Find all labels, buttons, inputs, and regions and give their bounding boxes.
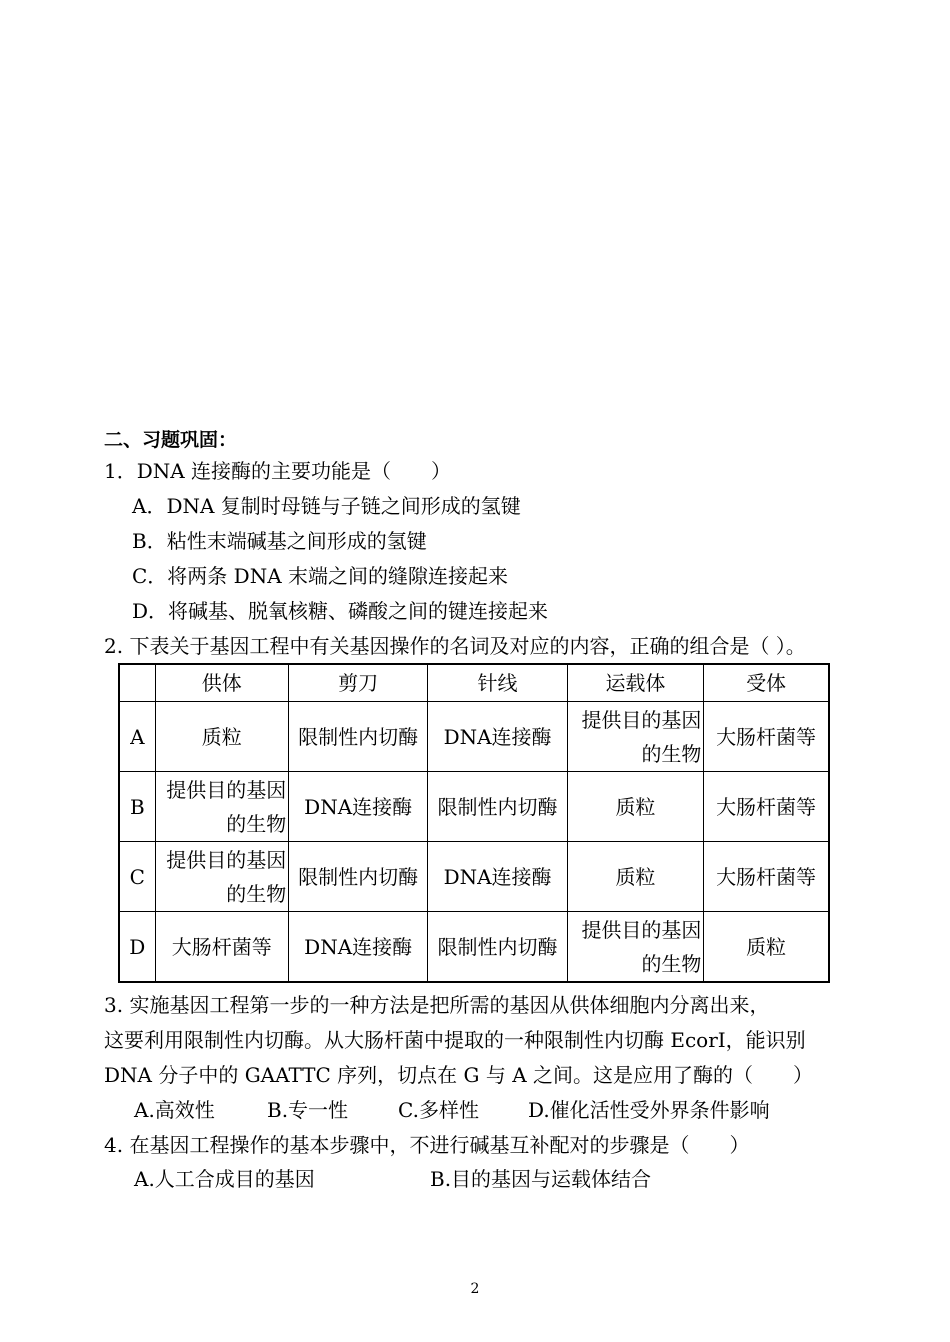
table-cell [567, 702, 703, 772]
table-cell: DNA连接酶 [428, 842, 567, 912]
table-cell [155, 842, 288, 912]
table-cell-text: 提供目的基因的生物 [166, 847, 287, 906]
table-cell: 大肠杆菌等 [704, 772, 829, 842]
table-cell: 大肠杆菌等 [704, 842, 829, 912]
page-number: 2 [470, 1281, 480, 1297]
q4-option-b: B.目的基因与运载体结合 [430, 1167, 652, 1191]
table-cell: 质粒 [704, 912, 829, 983]
table-cell: D [119, 912, 155, 983]
q3-line-3: DNA 分子中的 GAATTC 序列，切点在 G 与 A 之间。这是应用了酶的（ ） [104, 1063, 814, 1087]
table-cell: DNA连接酶 [288, 912, 427, 983]
table-cell: 限制性内切酶 [428, 772, 567, 842]
table-header-cell: 受体 [704, 664, 829, 702]
q3-line-1: 3. 实施基因工程第一步的一种方法是把所需的基因从供体细胞内分离出来， [104, 993, 770, 1017]
table-cell [567, 912, 703, 983]
q1-option-a: A．DNA 复制时母链与子链之间形成的氢键 [132, 494, 521, 518]
table-cell-text: 提供目的基因的生物 [581, 917, 702, 976]
table-header-cell: 针线 [428, 664, 567, 702]
q1-option-d: D．将碱基、脱氧核糖、磷酸之间的键连接起来 [132, 599, 549, 623]
q3-option-d: D.催化活性受外界条件影响 [528, 1098, 770, 1122]
table-cell: B [119, 772, 155, 842]
table-cell: 质粒 [567, 772, 703, 842]
table-cell-text: 提供目的基因的生物 [581, 707, 702, 766]
table-cell-text: 提供目的基因的生物 [166, 777, 287, 836]
table-header-cell: 供体 [155, 664, 288, 702]
q1-option-b: B．粘性末端碱基之间形成的氢键 [132, 529, 427, 553]
table-header-row [119, 664, 829, 702]
table-row [119, 702, 829, 772]
table-header-cell: 剪刀 [288, 664, 427, 702]
table-row [119, 912, 829, 983]
table-cell: 限制性内切酶 [428, 912, 567, 983]
q1-stem: 1．DNA 连接酶的主要功能是（ ） [104, 459, 452, 483]
q4-stem: 4. 在基因工程操作的基本步骤中，不进行碱基互补配对的步骤是（ ） [104, 1133, 750, 1157]
table-cell: 限制性内切酶 [288, 842, 427, 912]
q3-option-c: C.多样性 [398, 1098, 479, 1122]
table-cell: 大肠杆菌等 [155, 912, 288, 983]
q4-option-a: A.人工合成目的基因 [134, 1167, 315, 1191]
q3-line-2: 这要利用限制性内切酶。从大肠杆菌中提取的一种限制性内切酶 EcorI，能识别 [104, 1028, 806, 1052]
section-title: 二、习题巩固： [104, 429, 238, 451]
q3-option-a: A.高效性 [134, 1098, 215, 1122]
table-header-cell [119, 664, 155, 702]
q2-stem: 2. 下表关于基因工程中有关基因操作的名词及对应的内容，正确的组合是（ ）。 [104, 634, 806, 658]
table-cell [155, 772, 288, 842]
table-row [119, 772, 829, 842]
table-cell: 质粒 [567, 842, 703, 912]
table-cell: C [119, 842, 155, 912]
table-header-cell: 运载体 [567, 664, 703, 702]
q1-option-c: C．将两条 DNA 末端之间的缝隙连接起来 [132, 564, 508, 588]
table-cell: 大肠杆菌等 [704, 702, 829, 772]
table-cell: 质粒 [155, 702, 288, 772]
table-cell: A [119, 702, 155, 772]
q2-table [118, 663, 830, 983]
q3-option-b: B.专一性 [267, 1098, 349, 1122]
table-cell: DNA连接酶 [288, 772, 427, 842]
table-cell: DNA连接酶 [428, 702, 567, 772]
table-row [119, 842, 829, 912]
table-cell: 限制性内切酶 [288, 702, 427, 772]
